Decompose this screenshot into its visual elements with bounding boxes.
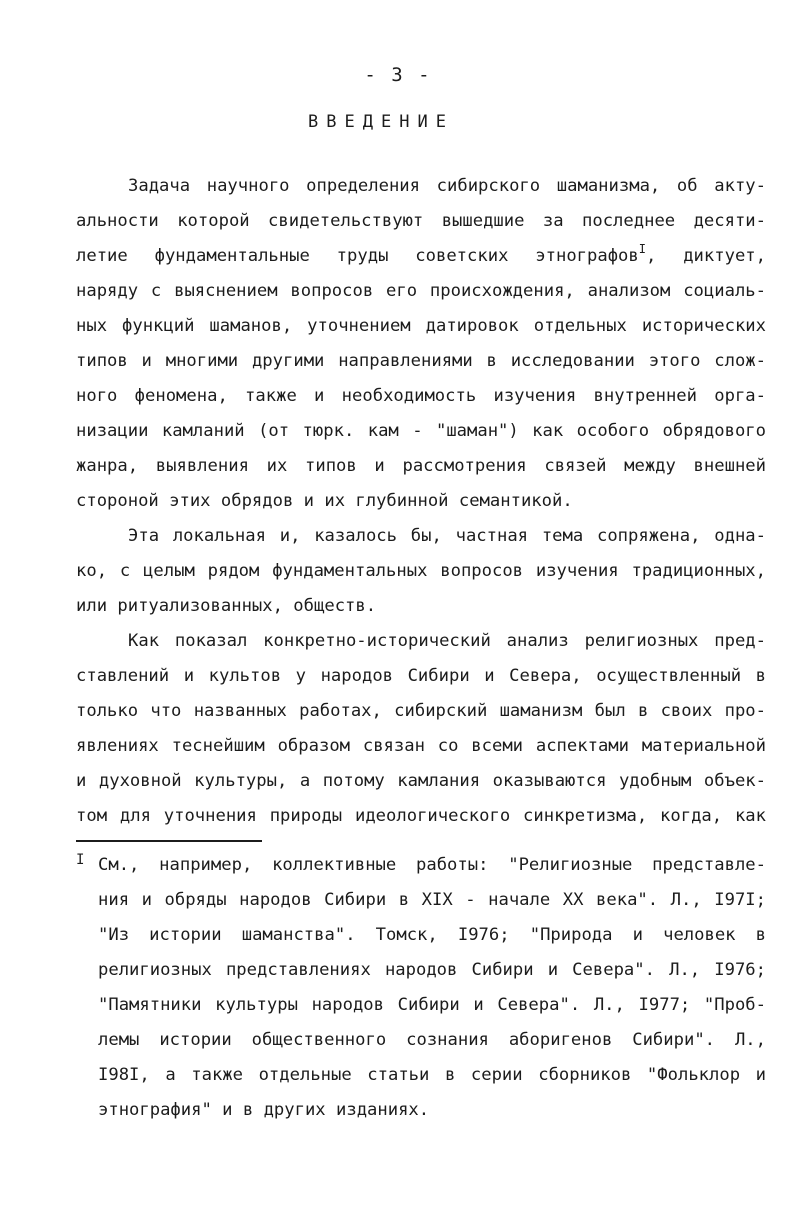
footnote-line: религиозных представлениях народов Сибири и Севера". Л., I976; [98,960,766,980]
text-line: явлениях теснейшим образом связан со всеми аспектами материальной [76,736,766,756]
text-line: ко, с целым рядом фундаментальных вопросов изучения традиционных, [76,561,766,581]
text-line: жанра, выявления их типов и рассмотрения связей между внешней [76,456,766,476]
text-line: Задача научного определения сибирского шаманизма, об акту- [128,176,766,196]
text-line: том для уточнения природы идеологического синкретизма, когда, как [76,806,766,826]
page-title: ВВЕДЕНИЕ [308,112,454,132]
footnote-line: этнография" и в других изданиях. [98,1100,430,1120]
footnote-line: I98I, а также отдельные статьи в серии сборников "Фольклор и [98,1065,766,1085]
footnote-line: См., например, коллективные работы: "Религиозные представле- [98,855,766,875]
footnote-line: "Из истории шаманства". Томск, I976; "Природа и человек в [98,925,766,945]
text-line: ного феномена, также и необходимость изучения внутренней орга- [76,386,766,406]
text-line: ных функций шаманов, уточнением датировок отдельных исторических [76,316,766,336]
footnote-divider [76,840,262,842]
text-fragment: , диктует, [646,246,766,266]
text-line: стороной этих обрядов и их глубинной семантикой. [76,491,573,511]
text-line: наряду с выяснением вопросов его происхождения, анализом социаль- [76,281,766,301]
footnote-reference: I [638,242,646,256]
text-line: ставлений и культов у народов Сибири и Севера, осуществленный в [76,666,766,686]
text-line: Как показал конкретно-исторический анализ религиозных пред- [128,631,766,651]
text-line [76,239,766,274]
text-line: и духовной культуры, а потому камлания оказываются удобным объек- [76,771,766,791]
footnote-line: "Памятники культуры народов Сибири и Севера". Л., I977; "Проб- [98,995,766,1015]
text-line: альности которой свидетельствуют вышедшие за последнее десяти- [76,211,766,231]
page-number: - 3 - [364,64,432,86]
text-line: только что названных работах, сибирский шаманизм был в своих про- [76,701,766,721]
text-fragment: летие фундаментальные труды советских этнографов [76,246,639,266]
text-line: низации камланий (от тюрк. кам - "шаман") как особого обрядового [76,421,766,441]
text-line: Эта локальная и, казалось бы, частная тема сопряжена, одна- [128,526,766,546]
footnote-marker: I [76,852,85,868]
footnote-line: ния и обряды народов Сибири в XIX - начале XX века". Л., I97I; [98,890,766,910]
text-line: или ритуализованных, обществ. [76,596,377,616]
footnote-text [98,848,766,1128]
text-line: типов и многими другими направлениями в исследовании этого слож- [76,351,766,371]
body-text [76,169,766,834]
footnote-line: лемы истории общественного сознания аборигенов Сибири". Л., [98,1030,766,1050]
